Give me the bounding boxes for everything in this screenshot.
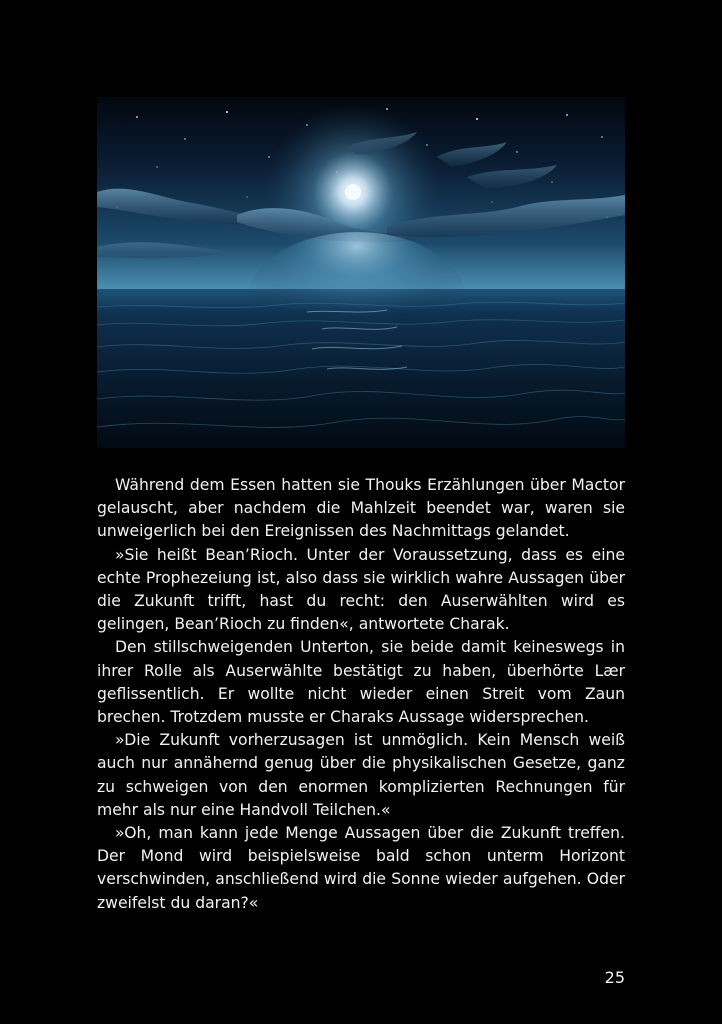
paragraph: Den stillschweigenden Unterton, sie beide damit keineswegs in ihrer Rolle als Auserwählte bestätigt zu haben, überhörte Lær geflissentlich. Er wollte nicht wieder einen Streit vom Zaun brechen. Trotzdem musste er Charaks Aussage widersprechen. bbox=[97, 638, 625, 727]
paragraph: »Sie heißt Bean’Rioch. Unter der Voraussetzung, dass es eine echte Prophezeiung ist, also dass sie wirklich wahre Aussagen über die Zukunft trifft, hast du recht: den Auserwählten wird es gelingen, Bean’Rioch zu finden«, antwortete Charak. bbox=[97, 545, 625, 634]
illustration-svg bbox=[97, 97, 625, 448]
body-text bbox=[97, 474, 625, 915]
moon bbox=[345, 184, 361, 200]
paragraph: »Die Zukunft vorherzusagen ist unmöglich. Kein Mensch weiß auch nur annähernd genug über die physikalischen Gesetze, ganz zu schweigen von den enormen komplizierten Rechnungen für mehr als nur eine Handvoll Teilchen.« bbox=[97, 731, 625, 819]
moonlit-sea-illustration bbox=[97, 97, 625, 448]
page-number: 25 bbox=[604, 968, 625, 987]
paragraph: »Oh, man kann jede Menge Aussagen über die Zukunft treffen. Der Mond wird beispielsweise bald schon unterm Horizont verschwinden, anschließend wird die Sonne wieder aufgehen. Oder zweifelst du daran?« bbox=[97, 824, 625, 912]
moon-reflection bbox=[247, 232, 467, 372]
paragraph: Während dem Essen hatten sie Thouks Erzählungen über Mactor gelauscht, aber nachdem die Mahlzeit beendet war, waren sie unweigerlich bei den Ereignissen des Nachmittags gelandet. bbox=[97, 476, 625, 541]
